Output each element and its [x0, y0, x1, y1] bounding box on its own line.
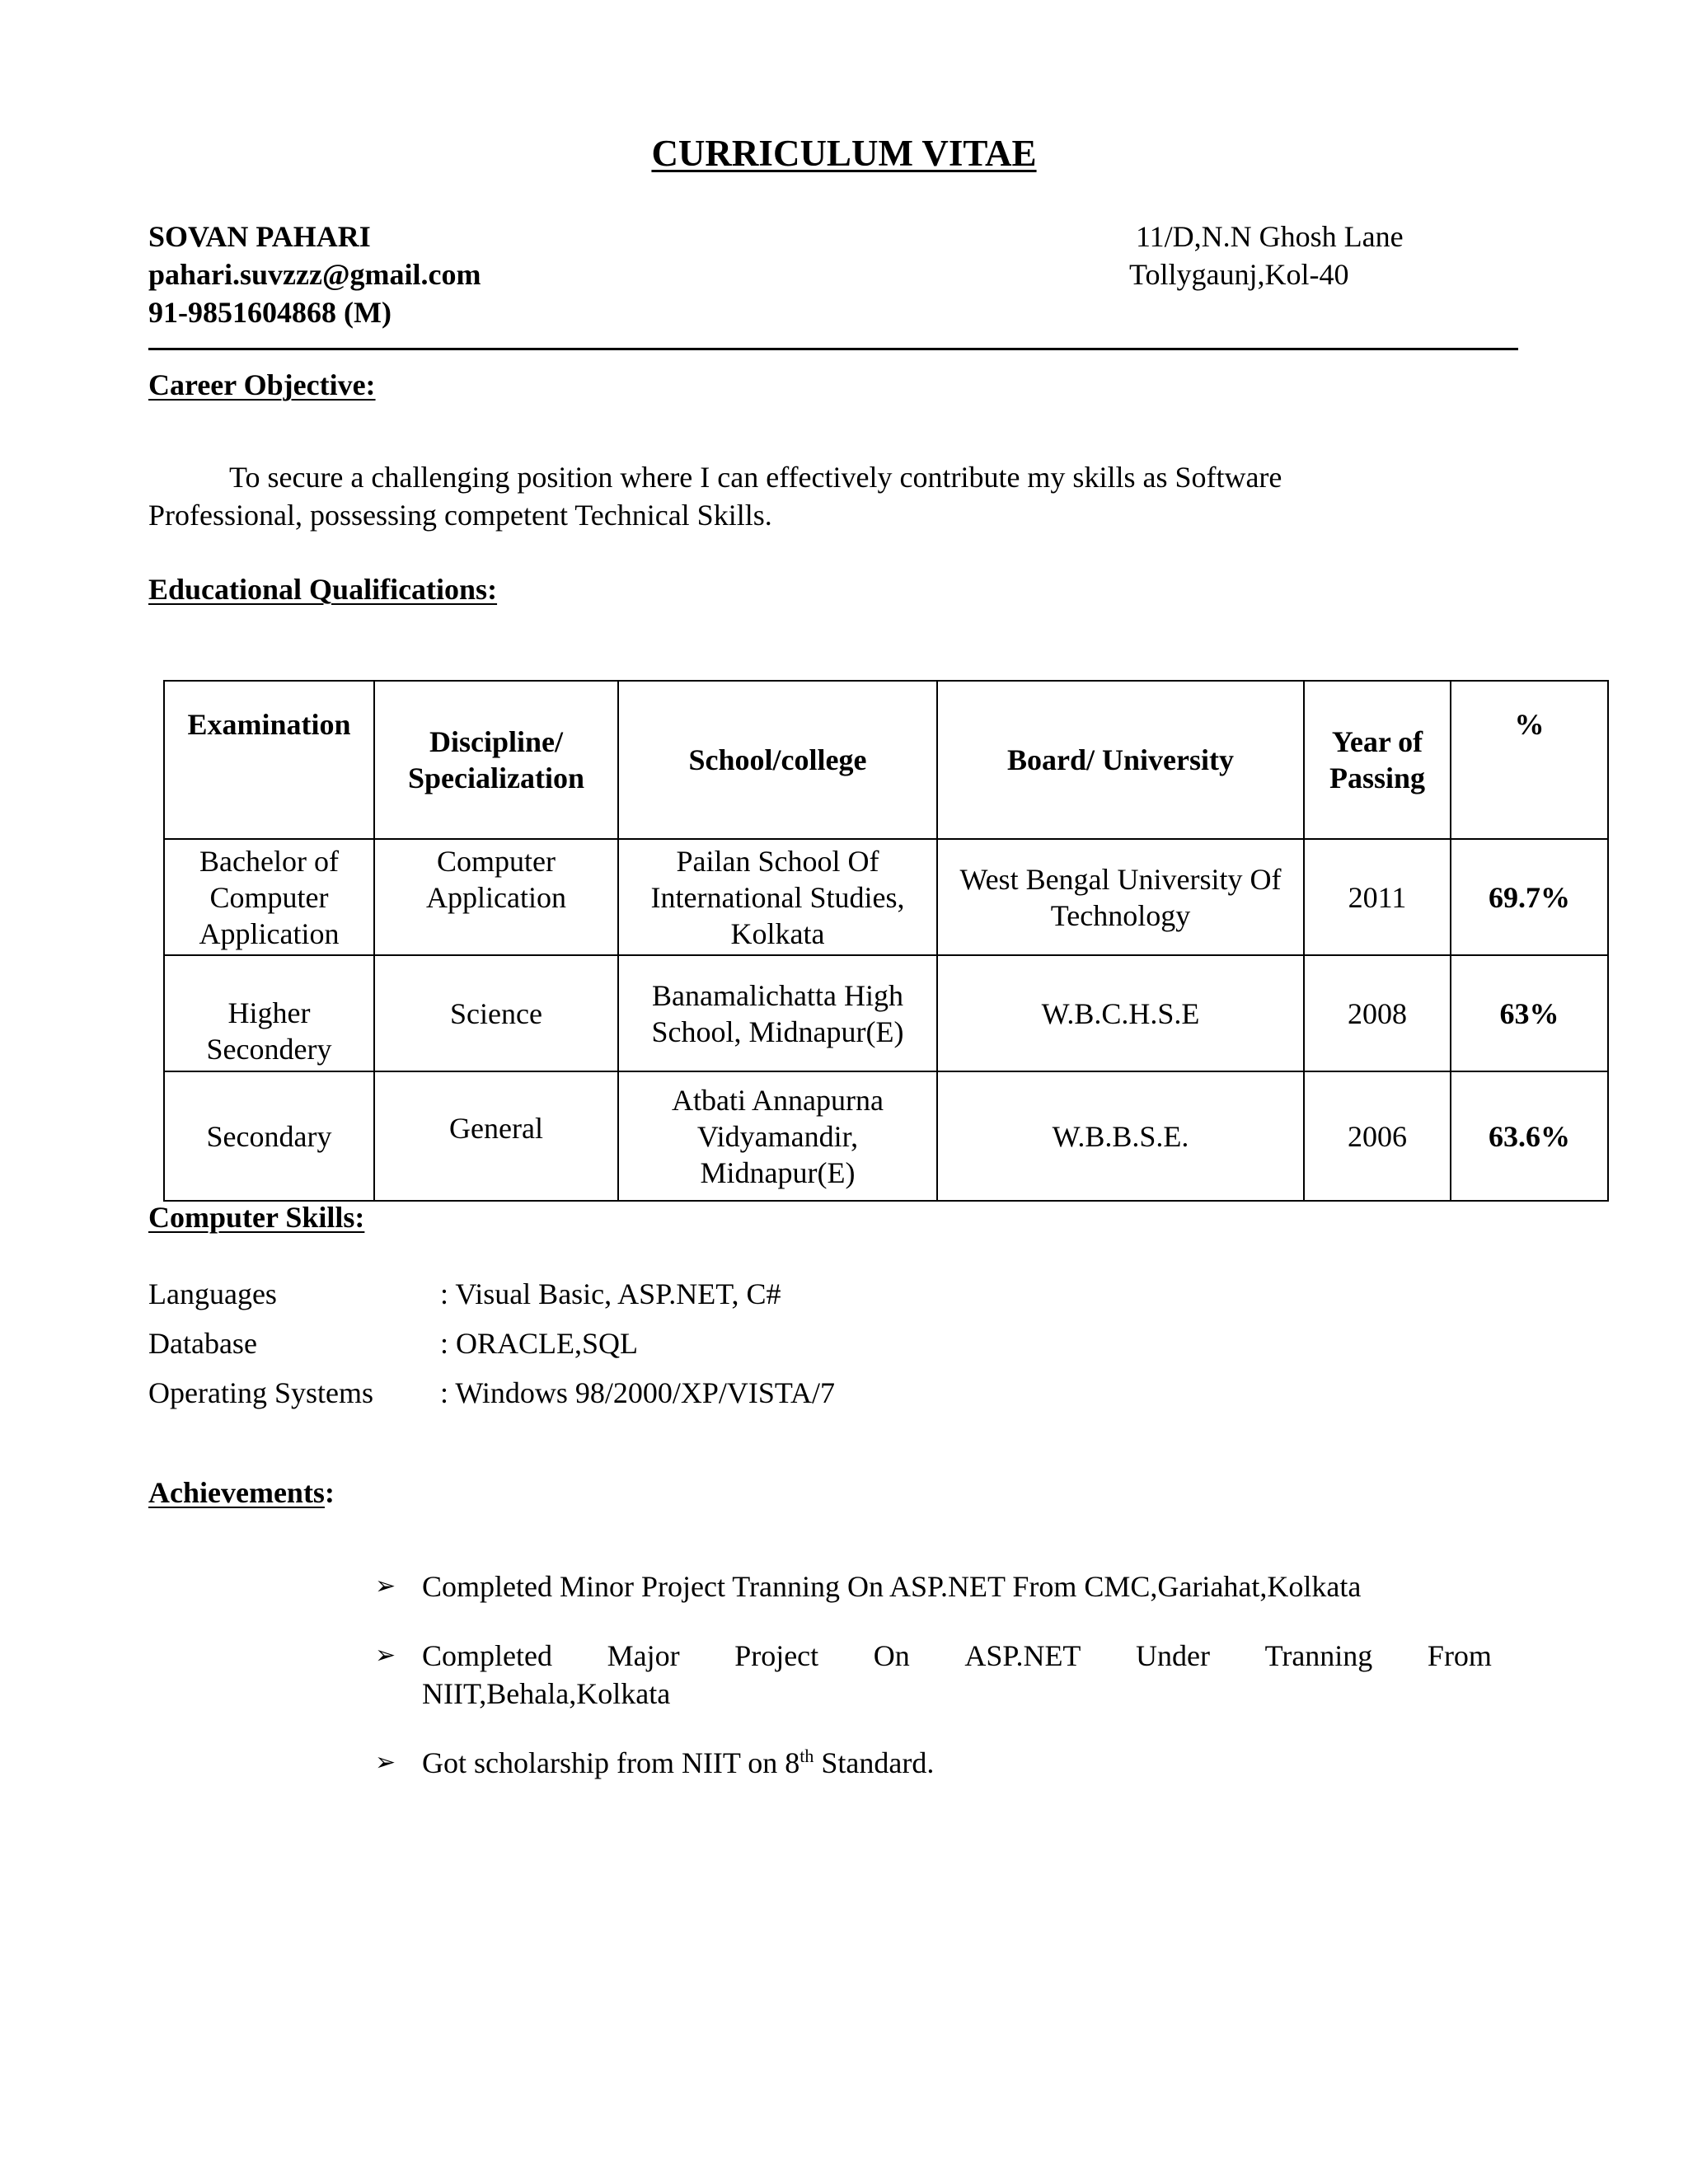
word: Project	[734, 1639, 819, 1672]
cell-percent: 63%	[1451, 955, 1608, 1071]
cell-percent: 69.7%	[1451, 839, 1608, 955]
word: On	[873, 1639, 910, 1672]
cell-board: W.B.C.H.S.E	[937, 955, 1304, 1071]
list-item	[375, 1744, 1492, 1782]
cell-board: West Bengal University Of Technology	[937, 839, 1304, 955]
cell-board: W.B.B.S.E.	[937, 1071, 1304, 1201]
achievements-heading	[148, 1475, 335, 1510]
arrow-bullet-icon: ➢	[375, 1748, 396, 1777]
column-header-percent: %	[1451, 681, 1608, 839]
skill-key: Database	[148, 1327, 257, 1360]
word: ASP.NET	[964, 1639, 1081, 1672]
table-header-row	[164, 681, 1608, 839]
cell-discipline: General	[374, 1071, 618, 1201]
skill-row	[148, 1368, 835, 1418]
cell-examination: Secondary	[164, 1071, 374, 1201]
contact-block	[148, 218, 481, 331]
skill-row	[148, 1319, 835, 1368]
achievements-list	[375, 1568, 1492, 1813]
table-row	[164, 839, 1608, 955]
list-item	[375, 1568, 1492, 1605]
achievement-text-part: Standard.	[814, 1746, 935, 1779]
achievements-heading-label: Achievements	[148, 1476, 325, 1509]
candidate-name: SOVAN PAHARI	[148, 220, 371, 253]
list-item	[375, 1637, 1492, 1713]
education-heading: Educational Qualifications:	[148, 573, 498, 606]
achievement-text	[422, 1744, 1492, 1782]
cell-year: 2006	[1304, 1071, 1451, 1201]
achievement-text-part: Got scholarship from NIIT on 8	[422, 1746, 800, 1779]
column-header-discipline-label: Discipline/ Specialization	[408, 725, 584, 794]
column-header-school: School/college	[618, 681, 937, 839]
email-address: pahari.suvzzz@gmail.com	[148, 258, 481, 291]
table-row	[164, 955, 1608, 1071]
skill-value: : Windows 98/2000/XP/VISTA/7	[440, 1376, 836, 1409]
computer-skills-heading: Computer Skills:	[148, 1201, 365, 1234]
achievement-text: Completed Minor Project Tranning On ASP.NET From CMC,Gariahat,Kolkata	[422, 1570, 1362, 1603]
cell-percent: 63.6%	[1451, 1071, 1608, 1201]
arrow-bullet-icon: ➢	[375, 1572, 396, 1601]
achievements-heading-colon: :	[324, 1476, 335, 1509]
cell-school: Atbati Annapurna Vidyamandir, Midnapur(E)	[618, 1071, 937, 1201]
cell-year: 2011	[1304, 839, 1451, 955]
column-header-year	[1304, 681, 1451, 839]
word: Major	[607, 1639, 680, 1672]
word: Completed	[422, 1639, 552, 1672]
column-header-year-label: Year of Passing	[1329, 725, 1426, 794]
achievement-text	[422, 1637, 1492, 1713]
word: Tranning	[1264, 1639, 1373, 1672]
column-header-board	[937, 681, 1304, 839]
address-line-2: Tollygaunj,Kol-40	[1129, 258, 1349, 291]
address-line-1: 11/D,N.N Ghosh Lane	[1136, 220, 1404, 253]
column-header-discipline	[374, 681, 618, 839]
cell-school: Banamalichatta High School, Midnapur(E)	[618, 955, 937, 1071]
cell-examination: Bachelor of Computer Application	[164, 839, 374, 955]
address-block	[1129, 218, 1404, 293]
skill-value: : ORACLE,SQL	[440, 1327, 639, 1360]
achievement-line-1	[422, 1637, 1492, 1675]
phone-number: 91-9851604868 (M)	[148, 296, 392, 329]
skill-row	[148, 1269, 835, 1319]
career-objective-body: To secure a challenging position where I can effectively contribute my skills as Software Professional, possessing competent Technical Skills.	[148, 461, 1282, 532]
cell-discipline: Science	[374, 955, 618, 1071]
career-objective-text	[148, 458, 1434, 534]
word: Under	[1136, 1639, 1210, 1672]
table-row	[164, 1071, 1608, 1201]
education-table	[163, 680, 1609, 1202]
skill-value: : Visual Basic, ASP.NET, C#	[440, 1277, 781, 1310]
column-header-examination: Examination	[164, 681, 374, 839]
word: From	[1427, 1639, 1492, 1672]
column-header-board-label: Board/ University	[1007, 743, 1234, 776]
arrow-bullet-icon: ➢	[375, 1641, 396, 1670]
ordinal-suffix: th	[799, 1746, 814, 1766]
computer-skills-list	[148, 1269, 835, 1418]
header-divider	[148, 348, 1518, 350]
skill-key: Languages	[148, 1277, 277, 1310]
achievement-line-2: NIIT,Behala,Kolkata	[422, 1677, 671, 1710]
career-objective-heading: Career Objective:	[148, 368, 376, 401]
cell-school: Pailan School Of International Studies, Kolkata	[618, 839, 937, 955]
skill-key: Operating Systems	[148, 1376, 373, 1409]
cell-year: 2008	[1304, 955, 1451, 1071]
document-title: CURRICULUM VITAE	[651, 133, 1037, 174]
cell-discipline: Computer Application	[374, 839, 618, 955]
cell-examination: Higher Secondery	[164, 955, 374, 1071]
